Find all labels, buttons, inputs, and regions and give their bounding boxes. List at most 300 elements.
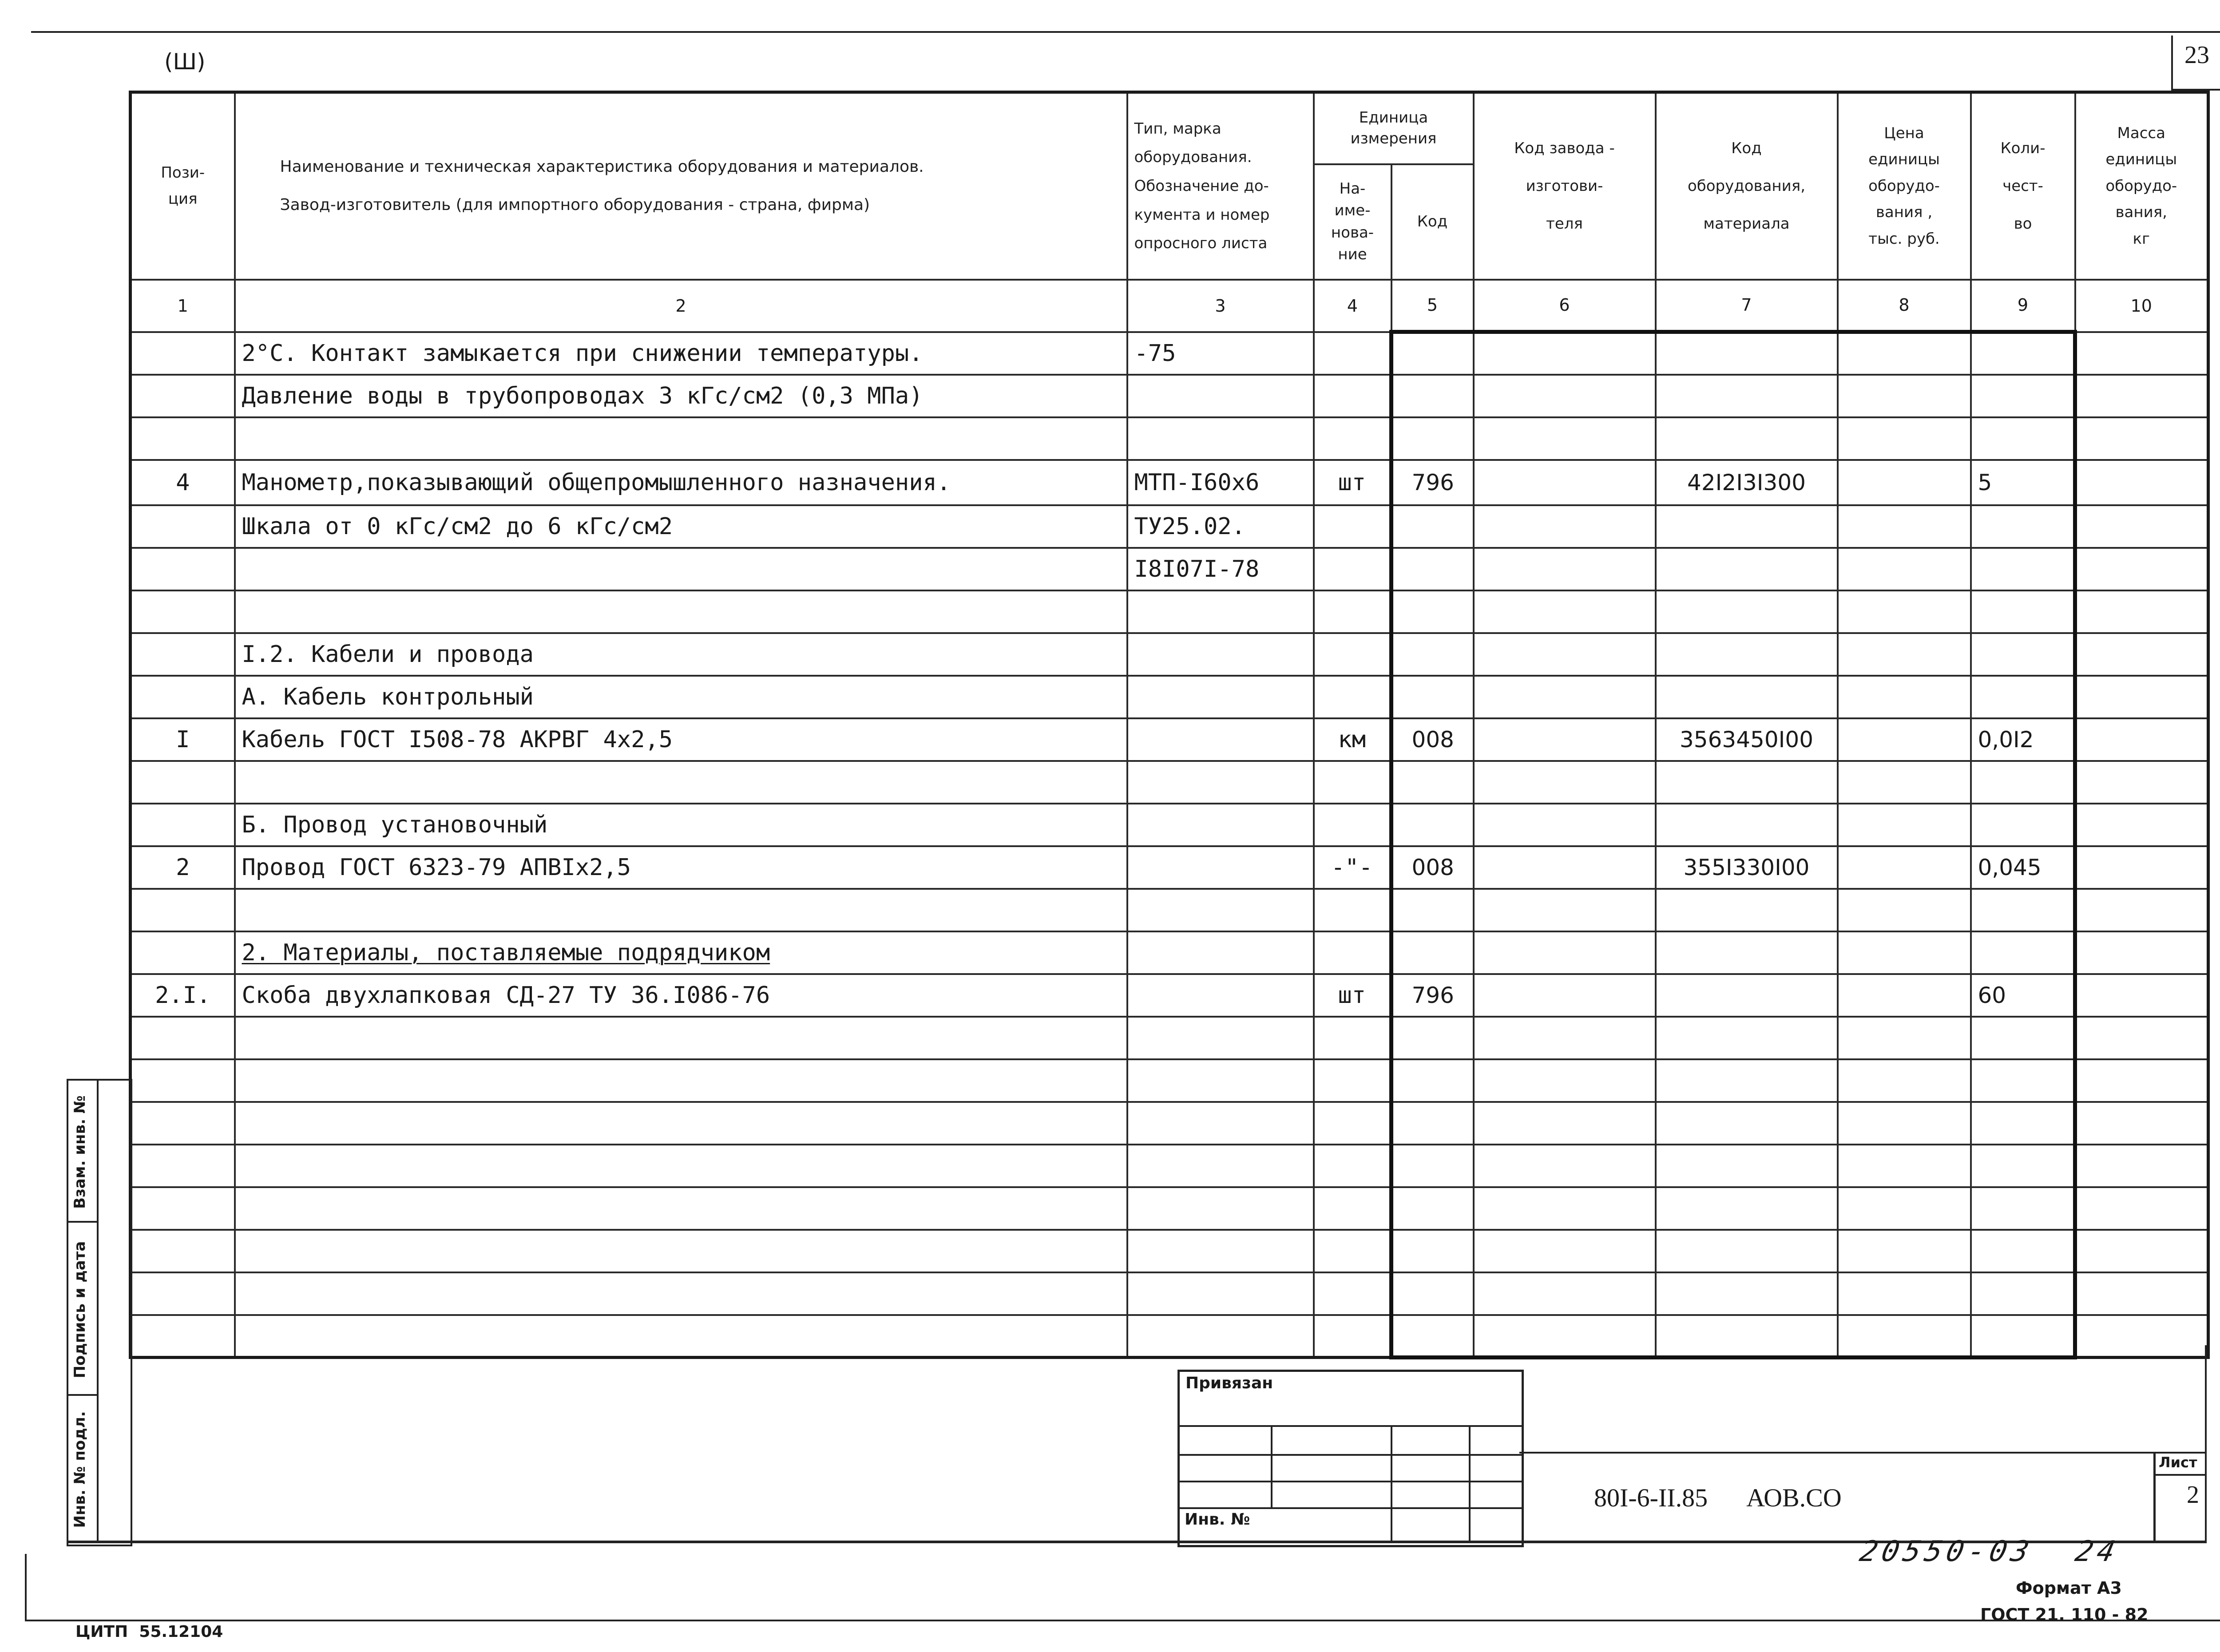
specification-table-body <box>131 92 2208 1358</box>
name-cell <box>235 1059 1127 1102</box>
unit-cell <box>1314 332 1391 375</box>
unit-cell <box>1314 633 1391 676</box>
col-header-unit-name: На- име- нова- ние <box>1314 164 1391 280</box>
sheet-value: 2 <box>2187 1481 2199 1509</box>
unit-code-cell <box>1391 761 1474 804</box>
position-cell <box>131 1059 235 1102</box>
col-header-name: Наименование и техническая характеристика оборудования и материалов. Завод-изготовитель (для импортного оборудования - страна, фирма) <box>235 92 1127 280</box>
mass-cell <box>2075 332 2208 375</box>
unit-cell <box>1314 1315 1391 1358</box>
quantity-cell <box>1971 505 2075 548</box>
equipment-code-cell <box>1656 332 1838 375</box>
unit-cell <box>1314 417 1391 460</box>
unit-code-cell <box>1391 548 1474 590</box>
position-cell: 2 <box>131 846 235 889</box>
mass-cell <box>2075 1102 2208 1145</box>
factory-code-cell <box>1474 590 1656 633</box>
col-number: 10 <box>2075 280 2208 332</box>
equipment-code-cell: 3563450I00 <box>1656 718 1838 761</box>
position-cell: 2.I. <box>131 974 235 1017</box>
factory-code-cell <box>1474 417 1656 460</box>
name-cell <box>235 761 1127 804</box>
position-cell: 4 <box>131 460 235 505</box>
col-number: 9 <box>1971 280 2075 332</box>
quantity-cell: 60 <box>1971 974 2075 1017</box>
mass-cell <box>2075 1272 2208 1315</box>
quantity-cell <box>1971 548 2075 590</box>
sheet-label: Лист <box>2159 1454 2197 1471</box>
type-cell <box>1127 1102 1314 1145</box>
bound-col-line-1 <box>1271 1425 1273 1507</box>
equipment-code-cell <box>1656 548 1838 590</box>
name-cell <box>235 417 1127 460</box>
unit-cell <box>1314 548 1391 590</box>
quantity-cell: 0,045 <box>1971 846 2075 889</box>
header-row <box>131 92 2208 164</box>
type-cell <box>1127 1315 1314 1358</box>
mass-cell <box>2075 761 2208 804</box>
type-cell <box>1127 931 1314 974</box>
unit-cell <box>1314 1230 1391 1272</box>
unit-cell <box>1314 505 1391 548</box>
table-row <box>131 417 2208 460</box>
price-cell <box>1838 417 1971 460</box>
table-row <box>131 1187 2208 1230</box>
col-number: 2 <box>235 280 1127 332</box>
equipment-code-cell <box>1656 1145 1838 1187</box>
table-row <box>131 846 2208 889</box>
name-cell <box>235 1230 1127 1272</box>
table-row <box>131 974 2208 1017</box>
name-cell <box>235 1102 1127 1145</box>
mass-cell <box>2075 1187 2208 1230</box>
inv-no-label: Инв. № <box>1185 1510 1250 1529</box>
position-cell <box>131 804 235 846</box>
type-cell <box>1127 1272 1314 1315</box>
type-cell: ТУ25.02. <box>1127 505 1314 548</box>
unit-cell <box>1314 1145 1391 1187</box>
type-cell: I8I07I-78 <box>1127 548 1314 590</box>
factory-code-cell <box>1474 676 1656 718</box>
type-cell <box>1127 375 1314 417</box>
unit-cell: км <box>1314 718 1391 761</box>
unit-cell <box>1314 1187 1391 1230</box>
price-cell <box>1838 332 1971 375</box>
mass-cell <box>2075 375 2208 417</box>
price-cell <box>1838 1059 1971 1102</box>
factory-code-cell <box>1474 846 1656 889</box>
side-stamp-divider-2 <box>67 1394 98 1396</box>
mass-cell <box>2075 1230 2208 1272</box>
quantity-cell <box>1971 761 2075 804</box>
type-cell <box>1127 590 1314 633</box>
position-cell <box>131 1102 235 1145</box>
equipment-code-cell: 42I2I3I300 <box>1656 460 1838 505</box>
name-cell <box>235 889 1127 931</box>
type-cell: -75 <box>1127 332 1314 375</box>
table-row <box>131 1059 2208 1102</box>
mass-cell <box>2075 804 2208 846</box>
table-row <box>131 1315 2208 1358</box>
unit-cell <box>1314 931 1391 974</box>
factory-code-cell <box>1474 505 1656 548</box>
mass-cell <box>2075 590 2208 633</box>
price-cell <box>1838 548 1971 590</box>
table-row <box>131 633 2208 676</box>
quantity-cell <box>1971 332 2075 375</box>
col-number: 6 <box>1474 280 1656 332</box>
page-number: 23 <box>2184 41 2209 69</box>
unit-cell: шт <box>1314 974 1391 1017</box>
name-cell: Манометр,показывающий общепромышленного назначения. <box>235 460 1127 505</box>
position-cell <box>131 417 235 460</box>
mass-cell <box>2075 718 2208 761</box>
type-cell <box>1127 417 1314 460</box>
name-cell: Скоба двухлапковая СД-27 ТУ 36.I086-76 <box>235 974 1127 1017</box>
position-cell <box>131 1017 235 1059</box>
position-cell <box>131 1187 235 1230</box>
table-row <box>131 761 2208 804</box>
name-cell: 2. Материалы, поставляемые подрядчиком <box>235 931 1127 974</box>
type-cell <box>1127 1187 1314 1230</box>
position-cell <box>131 1230 235 1272</box>
mass-cell <box>2075 974 2208 1017</box>
factory-code-cell <box>1474 1315 1656 1358</box>
factory-code-cell <box>1474 718 1656 761</box>
name-cell: Давление воды в трубопроводах 3 кГс/см2 (0,3 МПа) <box>235 375 1127 417</box>
price-cell <box>1838 974 1971 1017</box>
mass-cell <box>2075 889 2208 931</box>
price-cell <box>1838 1187 1971 1230</box>
quantity-cell <box>1971 889 2075 931</box>
position-cell <box>131 633 235 676</box>
unit-code-cell <box>1391 931 1474 974</box>
quantity-cell <box>1971 1102 2075 1145</box>
table-row <box>131 375 2208 417</box>
type-cell <box>1127 761 1314 804</box>
unit-code-cell <box>1391 1102 1474 1145</box>
position-cell <box>131 332 235 375</box>
table-row <box>131 1230 2208 1272</box>
table-row <box>131 931 2208 974</box>
mass-cell <box>2075 846 2208 889</box>
quantity-cell <box>1971 590 2075 633</box>
unit-code-cell: 796 <box>1391 974 1474 1017</box>
type-cell <box>1127 804 1314 846</box>
unit-code-cell <box>1391 332 1474 375</box>
side-stamp-inner-line <box>97 1079 99 1543</box>
name-cell <box>235 590 1127 633</box>
side-stamp-divider <box>67 1079 68 1543</box>
price-cell <box>1838 375 1971 417</box>
position-cell <box>131 931 235 974</box>
col-header-price: Цена единицы оборудо- вания , тыс. руб. <box>1838 92 1971 280</box>
col-header-unit-code: Код <box>1391 164 1474 280</box>
col-number: 7 <box>1656 280 1838 332</box>
unit-code-cell <box>1391 417 1474 460</box>
price-cell <box>1838 1145 1971 1187</box>
unit-code-cell <box>1391 375 1474 417</box>
equipment-code-cell <box>1656 1272 1838 1315</box>
unit-code-cell <box>1391 505 1474 548</box>
name-cell: Б. Провод установочный <box>235 804 1127 846</box>
price-cell <box>1838 846 1971 889</box>
unit-code-cell: 008 <box>1391 846 1474 889</box>
unit-code-cell <box>1391 676 1474 718</box>
type-cell <box>1127 1059 1314 1102</box>
sheet-mark: (Ш) <box>164 49 206 75</box>
name-cell: Кабель ГОСТ I508-78 АКРВГ 4х2,5 <box>235 718 1127 761</box>
factory-code-cell <box>1474 332 1656 375</box>
equipment-code-cell <box>1656 761 1838 804</box>
factory-code-cell <box>1474 889 1656 931</box>
type-cell <box>1127 1230 1314 1272</box>
bound-col-line-2 <box>1391 1425 1392 1543</box>
left-border-line <box>25 1554 27 1620</box>
sheet-box-divider <box>2153 1474 2207 1476</box>
position-cell <box>131 889 235 931</box>
column-number-row <box>131 280 2208 332</box>
quantity-cell <box>1971 1315 2075 1358</box>
table-row <box>131 676 2208 718</box>
factory-code-cell <box>1474 1272 1656 1315</box>
col-header-equipment-code: Код оборудования, материала <box>1656 92 1838 280</box>
equipment-code-cell <box>1656 633 1838 676</box>
factory-code-cell <box>1474 375 1656 417</box>
price-cell <box>1838 1017 1971 1059</box>
unit-code-cell <box>1391 1187 1474 1230</box>
table-row <box>131 1145 2208 1187</box>
unit-cell <box>1314 761 1391 804</box>
mass-cell <box>2075 1145 2208 1187</box>
mass-cell <box>2075 1315 2208 1358</box>
price-cell <box>1838 460 1971 505</box>
unit-code-cell <box>1391 590 1474 633</box>
name-cell <box>235 548 1127 590</box>
table-row <box>131 460 2208 505</box>
unit-cell <box>1314 676 1391 718</box>
quantity-cell <box>1971 633 2075 676</box>
factory-code-cell <box>1474 1230 1656 1272</box>
quantity-cell <box>1971 1272 2075 1315</box>
factory-code-cell <box>1474 804 1656 846</box>
col-number: 1 <box>131 280 235 332</box>
factory-code-cell <box>1474 1187 1656 1230</box>
factory-code-cell <box>1474 633 1656 676</box>
name-cell <box>235 1145 1127 1187</box>
unit-cell <box>1314 1059 1391 1102</box>
table-row <box>131 590 2208 633</box>
equipment-code-cell <box>1656 974 1838 1017</box>
table-row <box>131 332 2208 375</box>
type-cell <box>1127 1145 1314 1187</box>
unit-code-cell <box>1391 1230 1474 1272</box>
equipment-code-cell <box>1656 889 1838 931</box>
name-cell <box>235 1272 1127 1315</box>
unit-cell: -"- <box>1314 846 1391 889</box>
top-border-line <box>31 31 2220 33</box>
quantity-cell <box>1971 804 2075 846</box>
equipment-code-cell <box>1656 1230 1838 1272</box>
table-row <box>131 1017 2208 1059</box>
equipment-code-cell <box>1656 676 1838 718</box>
table-row <box>131 1272 2208 1315</box>
mass-cell <box>2075 931 2208 974</box>
equipment-code-cell <box>1656 505 1838 548</box>
table-row <box>131 548 2208 590</box>
unit-cell <box>1314 1272 1391 1315</box>
unit-code-cell: 796 <box>1391 460 1474 505</box>
factory-code-cell <box>1474 1059 1656 1102</box>
printer-label: ЦИТП 55.12104 <box>75 1623 223 1641</box>
name-cell: I.2. Кабели и провода <box>235 633 1127 676</box>
price-cell <box>1838 889 1971 931</box>
handwritten-number: 20550-03 24 <box>1857 1535 2123 1568</box>
quantity-cell <box>1971 931 2075 974</box>
name-cell: А. Кабель контрольный <box>235 676 1127 718</box>
equipment-code-cell <box>1656 590 1838 633</box>
col-header-type: Тип, марка оборудования. Обозначение до- кумента и номер опросного листа <box>1127 92 1314 280</box>
table-row <box>131 505 2208 548</box>
side-label-signature-date: Подпись и дата <box>71 1241 89 1379</box>
quantity-cell <box>1971 676 2075 718</box>
position-cell <box>131 505 235 548</box>
position-cell: I <box>131 718 235 761</box>
price-cell <box>1838 1102 1971 1145</box>
position-cell <box>131 676 235 718</box>
factory-code-cell <box>1474 1145 1656 1187</box>
price-cell <box>1838 931 1971 974</box>
unit-code-cell <box>1391 889 1474 931</box>
unit-cell <box>1314 375 1391 417</box>
equipment-code-cell <box>1656 1059 1838 1102</box>
name-cell: Провод ГОСТ 6323-79 АПВIх2,5 <box>235 846 1127 889</box>
factory-code-cell <box>1474 974 1656 1017</box>
unit-cell: шт <box>1314 460 1391 505</box>
equipment-code-cell <box>1656 1102 1838 1145</box>
mass-cell <box>2075 505 2208 548</box>
type-cell <box>1127 676 1314 718</box>
col-number: 4 <box>1314 280 1391 332</box>
mass-cell <box>2075 548 2208 590</box>
name-cell <box>235 1017 1127 1059</box>
quantity-cell <box>1971 1017 2075 1059</box>
position-cell <box>131 548 235 590</box>
unit-code-cell <box>1391 1315 1474 1358</box>
standard-label: ГОСТ 21. 110 - 82 <box>1980 1605 2149 1624</box>
position-cell <box>131 590 235 633</box>
factory-code-cell <box>1474 460 1656 505</box>
mass-cell <box>2075 676 2208 718</box>
equipment-code-cell <box>1656 417 1838 460</box>
position-cell <box>131 1315 235 1358</box>
factory-code-cell <box>1474 931 1656 974</box>
type-cell <box>1127 974 1314 1017</box>
unit-cell <box>1314 804 1391 846</box>
mass-cell <box>2075 1059 2208 1102</box>
table-row <box>131 1102 2208 1145</box>
position-cell <box>131 375 235 417</box>
format-label: Формат А3 <box>2016 1578 2122 1598</box>
price-cell <box>1838 590 1971 633</box>
equipment-code-cell <box>1656 1187 1838 1230</box>
price-cell <box>1838 1272 1971 1315</box>
unit-cell <box>1314 590 1391 633</box>
name-cell: Шкала от 0 кГс/см2 до 6 кГс/см2 <box>235 505 1127 548</box>
quantity-cell: 5 <box>1971 460 2075 505</box>
mass-cell <box>2075 460 2208 505</box>
quantity-cell <box>1971 1187 2075 1230</box>
quantity-cell <box>1971 375 2075 417</box>
type-cell: МТП-I60x6 <box>1127 460 1314 505</box>
price-cell <box>1838 676 1971 718</box>
price-cell <box>1838 718 1971 761</box>
unit-code-cell <box>1391 1017 1474 1059</box>
unit-code-cell: 008 <box>1391 718 1474 761</box>
title-block-top-line <box>1519 1452 2207 1454</box>
mass-cell <box>2075 633 2208 676</box>
price-cell <box>1838 804 1971 846</box>
position-cell <box>131 1145 235 1187</box>
equipment-code-cell <box>1656 931 1838 974</box>
quantity-cell <box>1971 417 2075 460</box>
equipment-code-cell <box>1656 375 1838 417</box>
factory-code-cell <box>1474 548 1656 590</box>
type-cell <box>1127 846 1314 889</box>
col-number: 3 <box>1127 280 1314 332</box>
unit-cell <box>1314 1102 1391 1145</box>
unit-code-cell <box>1391 1272 1474 1315</box>
quantity-cell <box>1971 1230 2075 1272</box>
col-header-factory-code: Код завода - изготови- теля <box>1474 92 1656 280</box>
name-cell <box>235 1315 1127 1358</box>
type-cell <box>1127 889 1314 931</box>
unit-cell <box>1314 889 1391 931</box>
bound-label: Привязан <box>1185 1374 1273 1392</box>
side-label-inv-no-orig: Инв. № подл. <box>71 1411 89 1528</box>
quantity-cell <box>1971 1059 2075 1102</box>
price-cell <box>1838 633 1971 676</box>
col-header-mass: Масса единицы оборудо- вания, кг <box>2075 92 2208 280</box>
unit-code-cell <box>1391 1145 1474 1187</box>
mass-cell <box>2075 417 2208 460</box>
price-cell <box>1838 505 1971 548</box>
unit-code-cell <box>1391 804 1474 846</box>
name-cell: 2°С. Контакт замыкается при снижении температуры. <box>235 332 1127 375</box>
equipment-code-cell <box>1656 804 1838 846</box>
unit-code-cell <box>1391 633 1474 676</box>
equipment-code-cell <box>1656 1017 1838 1059</box>
type-cell <box>1127 633 1314 676</box>
quantity-cell <box>1971 1145 2075 1187</box>
col-header-quantity: Коли- чест- во <box>1971 92 2075 280</box>
col-header-unit-group: Единица измерения <box>1314 92 1474 164</box>
unit-cell <box>1314 1017 1391 1059</box>
factory-code-cell <box>1474 1102 1656 1145</box>
equipment-code-cell: 355I330I00 <box>1656 846 1838 889</box>
price-cell <box>1838 1230 1971 1272</box>
col-number: 8 <box>1838 280 1971 332</box>
mass-cell <box>2075 1017 2208 1059</box>
specification-table <box>129 91 2210 1359</box>
factory-code-cell <box>1474 1017 1656 1059</box>
factory-code-cell <box>1474 761 1656 804</box>
position-cell <box>131 761 235 804</box>
table-row <box>131 889 2208 931</box>
table-row <box>131 718 2208 761</box>
side-label-replace-inv: Взам. инв. № <box>71 1095 89 1209</box>
equipment-code-cell <box>1656 1315 1838 1358</box>
